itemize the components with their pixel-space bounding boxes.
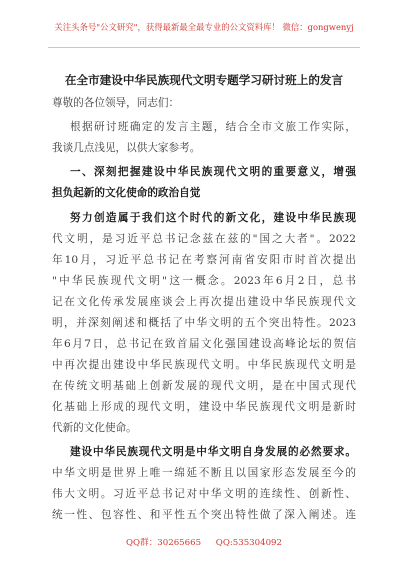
paragraph-line: 记在文化传承发展座谈会上再次提出建设中华民族现代文 <box>52 296 356 308</box>
lead-sentence-line: 建设中华民族现代文明是中华文明自身发展的必然要求。 <box>70 446 356 458</box>
paragraph-line: 年6月7日，总书记在致首届文化强国建设高峰论坛的贺信 <box>52 338 356 350</box>
paragraph-line: 代新的文化使命。 <box>52 422 137 434</box>
paragraph-line: 统一性、包容性、和平性五个突出特性做了深入阐述。连 <box>52 509 356 521</box>
footer-contact <box>0 536 408 548</box>
section-heading-line: 担负起新的文化使命的政治自觉 <box>52 187 201 199</box>
paragraph-line: 中再次提出建设中华民族现代文明。中华民族现代文明是 <box>52 359 356 371</box>
paragraph-line: 化基础上形成的现代文明，建设中华民族现代文明是新时 <box>52 401 356 413</box>
paragraph-line: 伟大文明。习近平总书记对中华文明的连续性、创新性、 <box>52 488 356 500</box>
paragraph-line: 代文明，是习近平总书记念兹在兹的"国之大者"。2022 <box>52 233 356 245</box>
lead-sentence-line: 努力创造属于我们这个时代的新文化，建设中华民族现 <box>70 212 356 224</box>
paragraph-line: 年10月，习近平总书记在考察河南省安阳市时首次提出 <box>52 254 356 266</box>
document-title: 在全市建设中华民族现代文明专题学习研讨班上的发言 <box>64 73 344 87</box>
footer-qq-group: QQ群：30265665 <box>126 538 202 548</box>
paragraph-line: "中华民族现代文明"这一概念。2023年6月2日，总书 <box>52 275 356 287</box>
footer-qq: QQ:535304092 <box>215 538 282 548</box>
header-divider <box>48 47 360 48</box>
paragraph-line: 明，并深刻阐述和概括了中华文明的五个突出特性。2023 <box>52 317 356 329</box>
header-banner: 关注头条号"公文研究"，获得最新最全最专业的公文资料库！ 微信：gongwenyj <box>54 22 354 32</box>
paragraph-line: 在传统文明基础上创新发展的现代文明，是在中国式现代 <box>52 380 356 392</box>
section-heading-line: 一、深刻把握建设中华民族现代文明的重要意义，增强 <box>70 166 356 178</box>
salutation-line: 尊敬的各位领导，同志们： <box>52 97 180 109</box>
paragraph-line: 我谈几点浅见，以供大家参考。 <box>52 142 201 154</box>
paragraph-line: 中华文明是世界上唯一绵延不断且以国家形态发展至今的 <box>52 467 356 479</box>
paragraph-line: 根据研讨班确定的发言主题，结合全市文旅工作实际， <box>70 121 356 133</box>
